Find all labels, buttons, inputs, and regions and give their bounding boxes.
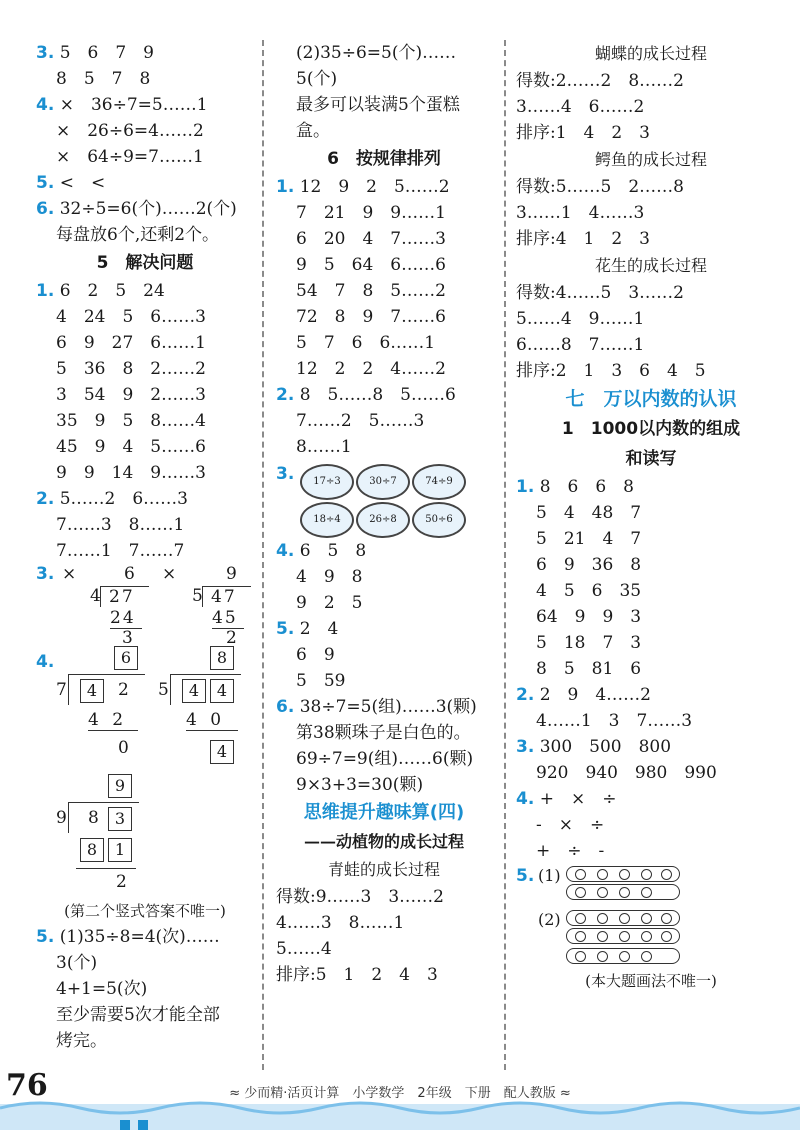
u7-answer-5-plates-more — [516, 948, 786, 968]
answer-box: 1 — [108, 838, 132, 862]
s5-answer-1-line: 4 24 5 6……3 — [56, 307, 206, 327]
butterfly-line: 排序:1 4 2 3 — [516, 123, 650, 143]
u7-answer-4: 4. + × ÷ — [516, 789, 617, 809]
footer-text: ≈ 少而精·活页计算 小学数学 2年级 下册 配人教版 ≈ — [229, 1086, 571, 1101]
mark-wrong: × — [162, 564, 177, 584]
u7-answer-1-line: 6 9 36 8 — [536, 555, 642, 575]
answer-box: 4 — [182, 679, 206, 703]
fish-line: 得数:5……5 2……8 — [516, 177, 684, 197]
s6-answer-1-line: 9 5 64 6……6 — [296, 255, 446, 275]
subsection-title: 1 1000以内数的组成 — [561, 419, 741, 439]
column-divider-2 — [504, 40, 506, 1070]
s5-answer-1-line: 5 36 8 2……2 — [56, 359, 206, 379]
remainder: 2 — [116, 872, 127, 892]
peanut-line: 排序:2 1 3 6 4 5 — [516, 361, 706, 381]
column-2 — [276, 40, 492, 988]
s5-answer-5-line: 4+1=5(次) — [56, 979, 148, 999]
oval-expression: 30÷7 — [356, 464, 410, 500]
subsection-title-2: 和读写 — [625, 449, 677, 469]
u7-answer-3-line: 920 940 980 990 — [536, 763, 717, 783]
divisor: 5 — [192, 586, 203, 606]
bead-bar — [566, 928, 680, 944]
peanut-line: 5……4 9……1 — [516, 309, 645, 329]
product: 45 — [212, 608, 244, 629]
continued-line: 最多可以装满5个蛋糕 — [296, 95, 460, 115]
s6-answer-1-line: 7 21 9 9……1 — [296, 203, 446, 223]
answer-box: 6 — [114, 646, 138, 670]
s5-answer-2-line: 7……3 8……1 — [56, 515, 185, 535]
s5-answer-4-division-3 — [36, 774, 254, 898]
fish-line: 排序:4 1 2 3 — [516, 229, 650, 249]
note: (第二个竖式答案不唯一) — [64, 902, 226, 920]
s5-answer-1-line: 35 9 5 8……4 — [56, 411, 206, 431]
answer-box: 8 — [80, 838, 104, 862]
remainder: 0 — [118, 738, 129, 758]
oval-expression: 18÷4 — [300, 502, 354, 538]
s6-answer-5-line: 5 59 — [296, 671, 346, 691]
s6-answer-6-line: 9×3+3=30(颗) — [296, 775, 424, 795]
oval-expression: 74÷9 — [412, 464, 466, 500]
answer-5: 5. < < — [36, 173, 106, 193]
page-number: 76 — [6, 1068, 48, 1103]
s5-answer-4-divisions: 4. 6 7 4 2 4 2 0 8 5 4 4 4 0 4 — [36, 646, 254, 774]
dividend-digit: 8 — [88, 808, 99, 828]
oval-expression: 50÷6 — [412, 502, 466, 538]
answer-3-line2: 8 5 7 8 — [56, 69, 151, 89]
column-divider-1 — [262, 40, 264, 1070]
s6-answer-4-line: 4 9 8 — [296, 567, 363, 587]
dividend: 47 — [202, 586, 251, 607]
u7-answer-1-line: 4 5 6 35 — [536, 581, 642, 601]
frog-title: 青蛙的成长过程 — [327, 860, 440, 879]
product: 4 0 — [186, 710, 238, 731]
frog-line: 排序:5 1 2 4 3 — [276, 965, 438, 985]
quotient: 6 — [124, 564, 135, 584]
oval-expression: 17÷3 — [300, 464, 354, 500]
answer-box: 4 — [210, 740, 234, 764]
u7-answer-4-line: + ÷ - — [536, 841, 605, 861]
s5-answer-1-line: 6 9 27 6……1 — [56, 333, 206, 353]
answer-6: 6. 32÷5=6(个)……2(个) — [36, 199, 237, 219]
remainder: 3 — [122, 628, 133, 648]
divisor: 7 — [56, 680, 67, 700]
part-1-label: (1) — [538, 866, 561, 885]
fish-title: 鳄鱼的成长过程 — [594, 150, 707, 169]
s6-answer-1-line: 5 7 6 6……1 — [296, 333, 436, 353]
s6-answer-1-line: 72 8 9 7……6 — [296, 307, 446, 327]
s5-answer-2: 2. 5……2 6……3 — [36, 489, 188, 509]
product: 4 2 — [88, 710, 138, 731]
u7-answer-5-plates: 5. (1) (2) — [516, 864, 786, 948]
s6-answer-1-line: 12 2 2 4……2 — [296, 359, 446, 379]
u7-answer-1-line: 64 9 9 3 — [536, 607, 642, 627]
butterfly-title: 蝴蝶的成长过程 — [594, 44, 707, 63]
peanut-line: 得数:4……5 3……2 — [516, 283, 684, 303]
s5-answer-5-line: 烤完。 — [56, 1031, 107, 1051]
answer-4-line3: × 64÷9=7……1 — [56, 147, 204, 167]
unit-title: 七 万以内数的认识 — [565, 388, 737, 410]
column-1 — [36, 40, 254, 1054]
remainder: 2 — [226, 628, 237, 648]
fish-line: 3……1 4……3 — [516, 203, 645, 223]
s5-answer-1-line: 9 9 14 9……3 — [56, 463, 206, 483]
s5-answer-1: 1. 6 2 5 24 — [36, 281, 165, 301]
s5-answer-5-line: 至少需要5次才能全部 — [56, 1005, 220, 1025]
s6-answer-2-line: 8……1 — [296, 437, 352, 457]
s6-answer-6: 6. 38÷7=5(组)……3(颗) — [276, 697, 477, 717]
u7-answer-1: 1. 8 6 6 8 — [516, 477, 634, 497]
divisor: 5 — [158, 680, 169, 700]
answer-3: 3. 5 6 7 9 — [36, 43, 154, 63]
u7-answer-1-line: 5 4 48 7 — [536, 503, 642, 523]
bead-bar — [566, 884, 680, 900]
section-title-5: 5 解决问题 — [96, 253, 194, 273]
frog-line: 4……3 8……1 — [276, 913, 405, 933]
fun-section-subtitle: ——动植物的成长过程 — [303, 832, 464, 851]
continued-line: 盒。 — [296, 121, 330, 141]
answer-box: 9 — [108, 774, 132, 798]
section-title-6: 6 按规律排列 — [327, 149, 441, 169]
peanut-line: 6……8 7……1 — [516, 335, 645, 355]
s6-answer-6-line: 69÷7=9(组)……6(颗) — [296, 749, 474, 769]
column-3 — [516, 40, 786, 994]
s6-answer-4: 4. 6 5 8 — [276, 541, 367, 561]
fun-section-title: 思维提升趣味算(四) — [303, 802, 465, 823]
answer-box: 8 — [210, 646, 234, 670]
division-line — [76, 868, 136, 869]
mark-wrong: × — [62, 564, 77, 584]
s6-answer-5-line: 6 9 — [296, 645, 335, 665]
bead-bar — [566, 948, 680, 964]
s6-answer-2-line: 7……2 5……3 — [296, 411, 425, 431]
s6-answer-6-line: 第38颗珠子是白色的。 — [296, 723, 471, 743]
answer-box: 4 — [210, 679, 234, 703]
butterfly-line: 3……4 6……2 — [516, 97, 645, 117]
note: (本大题画法不唯一) — [585, 972, 717, 990]
s6-answer-1-line: 54 7 8 5……2 — [296, 281, 446, 301]
s6-answer-5: 5. 2 4 — [276, 619, 339, 639]
bead-bar — [566, 910, 680, 926]
bead-bar — [566, 866, 680, 882]
part-2-label: (2) — [538, 910, 561, 929]
quotient: 9 — [226, 564, 237, 584]
u7-answer-2: 2. 2 9 4……2 — [516, 685, 651, 705]
s5-answer-5-line: 3(个) — [56, 953, 98, 973]
continued-line: (2)35÷6=5(个)…… — [296, 43, 457, 63]
s5-answer-5: 5. (1)35÷8=4(次)…… — [36, 927, 220, 947]
dividend: 27 — [100, 586, 149, 607]
product: 24 — [110, 608, 142, 629]
divisor: 4 — [90, 586, 101, 606]
oval-expression: 26÷8 — [356, 502, 410, 538]
s5-answer-1-line: 3 54 9 2……3 — [56, 385, 206, 405]
s6-answer-1-line: 6 20 4 7……3 — [296, 229, 446, 249]
answer-4: 4. × 36÷7=5……1 — [36, 95, 208, 115]
peanut-title: 花生的成长过程 — [594, 256, 707, 275]
s5-answer-1-line: 45 9 4 5……6 — [56, 437, 206, 457]
u7-answer-1-line: 5 21 4 7 — [536, 529, 642, 549]
u7-answer-1-line: 8 5 81 6 — [536, 659, 642, 679]
s6-answer-2: 2. 8 5……8 5……6 — [276, 385, 456, 405]
butterfly-line: 得数:2……2 8……2 — [516, 71, 684, 91]
dividend-digit: 2 — [118, 680, 129, 700]
answer-6-line2: 每盘放6个,还剩2个。 — [56, 225, 220, 245]
s5-answer-3-divisions: 3. × 6 4 27 24 3 × 9 5 47 45 2 — [36, 564, 254, 646]
u7-answer-4-line: - × ÷ — [536, 815, 605, 835]
answer-4-line2: × 26÷6=4……2 — [56, 121, 204, 141]
frog-line: 5……4 — [276, 939, 332, 959]
answer-box: 3 — [108, 807, 132, 831]
continued-line: 5(个) — [296, 69, 338, 89]
u7-answer-1-line: 5 18 7 3 — [536, 633, 642, 653]
s6-answer-4-line: 9 2 5 — [296, 593, 363, 613]
u7-answer-3: 3. 300 500 800 — [516, 737, 672, 757]
s5-answer-2-line: 7……1 7……7 — [56, 541, 185, 561]
s6-answer-1: 1. 12 9 2 5……2 — [276, 177, 450, 197]
s6-answer-3-ovals: 3. 17÷3 30÷7 74÷9 18÷4 26÷8 50÷6 — [276, 460, 492, 538]
frog-line: 得数:9……3 3……2 — [276, 887, 444, 907]
divisor: 9 — [56, 808, 67, 828]
u7-answer-2-line: 4……1 3 7……3 — [536, 711, 693, 731]
answer-box: 4 — [80, 679, 104, 703]
